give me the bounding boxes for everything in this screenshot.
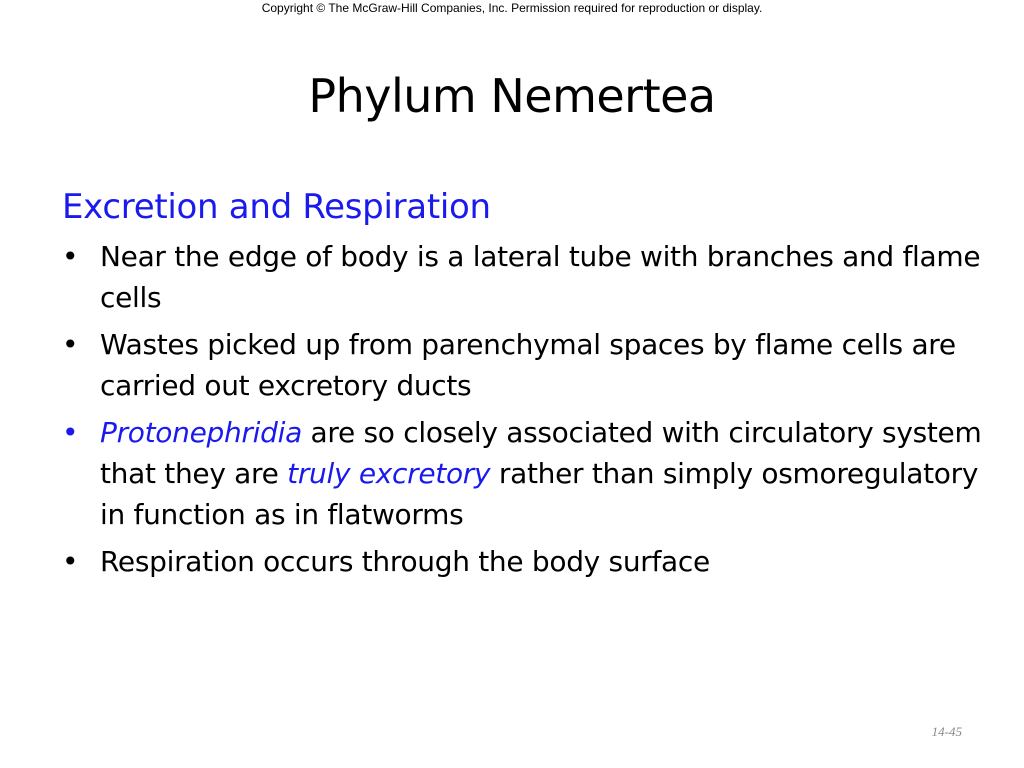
bullet-text: Respiration occurs through the body surface [100,545,710,578]
bullet-text: Wastes picked up from parenchymal spaces by flame cells are carried out excretory ducts [100,328,956,402]
bullet-marker: • [62,545,79,578]
bullet-text: Near the edge of body is a lateral tube with branches and flame cells [100,240,981,314]
bullet-text: rather than simply osmoregulatory in function as in flatworms [100,457,979,531]
bullet-item [62,412,992,535]
slide-title: Phylum Nemertea [308,69,716,123]
copyright-notice: Copyright © The McGraw-Hill Companies, Inc. Permission required for reproduction or display. [261,1,763,15]
section-subheading: Excretion and Respiration [62,187,491,227]
page-number: 14-45 [931,724,962,739]
bullet-marker: • [62,416,79,449]
bullet-item [62,324,992,406]
term-protonephridia: Protonephridia [100,416,302,449]
bullet-item [62,541,992,582]
bullet-item [62,236,992,318]
bullet-text: are so closely associated with circulatory system that they are [100,416,982,490]
bullet-list [62,236,992,582]
bullet-marker: • [62,328,79,361]
slide-body [62,184,992,582]
term-truly-excretory: truly excretory [287,457,491,490]
bullet-marker: • [62,240,79,273]
